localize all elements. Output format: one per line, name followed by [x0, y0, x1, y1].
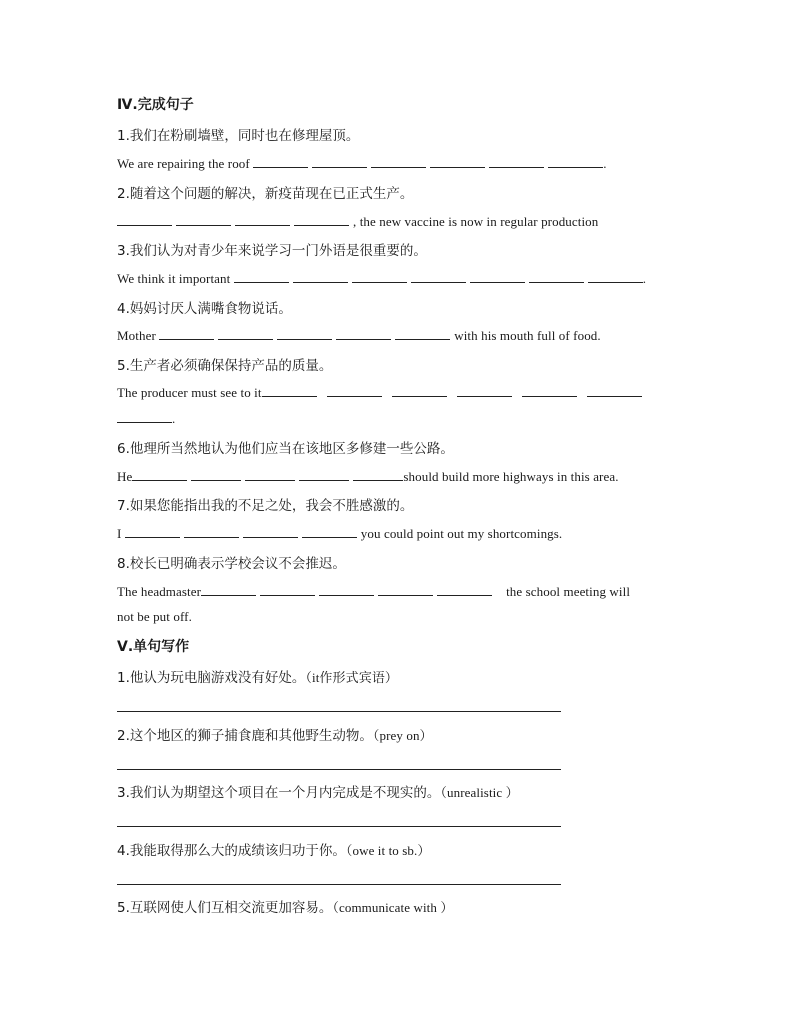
- answer-line[interactable]: [117, 884, 561, 885]
- s5-item-2: [117, 724, 433, 744]
- s4-item-3-suffix: .: [642, 271, 647, 286]
- s4-item-7-chinese: 7.如果您能指出我的不足之处，我会不胜感激的。: [117, 498, 414, 514]
- s4-item-1-prefix: We are repairing the roof: [117, 156, 250, 171]
- answer-blank[interactable]: [312, 155, 367, 168]
- answer-blank[interactable]: [437, 583, 492, 596]
- section-5-heading: Ⅴ.单句写作: [117, 639, 190, 655]
- answer-blank[interactable]: [176, 213, 231, 226]
- answer-blank[interactable]: [218, 327, 273, 340]
- answer-blank[interactable]: [411, 270, 466, 283]
- answer-blank[interactable]: [125, 525, 180, 538]
- s4-item-1-chinese: 1.我们在粉刷墙壁，同时也在修理屋顶。: [117, 128, 360, 144]
- answer-blank[interactable]: [201, 583, 256, 596]
- s4-item-6-english: [117, 468, 619, 485]
- s5-item-3-chinese: 3.我们认为期望这个项目在一个月内完成是不现实的。: [117, 785, 441, 801]
- s5-item-3: [117, 781, 519, 801]
- answer-blank[interactable]: [299, 468, 349, 481]
- s4-item-5-suffix: .: [172, 411, 176, 426]
- answer-blank[interactable]: [235, 213, 290, 226]
- s4-item-6-chinese: 6.他理所当然地认为他们应当在该地区多修建一些公路。: [117, 441, 454, 457]
- answer-blank[interactable]: [159, 327, 214, 340]
- s4-item-8-english-cont: not be put off.: [117, 609, 192, 624]
- answer-blank[interactable]: [191, 468, 241, 481]
- answer-blank[interactable]: [294, 213, 349, 226]
- answer-blank[interactable]: [253, 155, 308, 168]
- answer-blank[interactable]: [489, 155, 544, 168]
- s5-item-4-chinese: 4.我能取得那么大的成绩该归功于你。: [117, 843, 346, 859]
- answer-blank[interactable]: [336, 327, 391, 340]
- s4-item-6-prefix: He: [117, 469, 133, 484]
- answer-blank[interactable]: [457, 384, 512, 397]
- answer-blank[interactable]: [117, 213, 172, 226]
- s5-item-5: [117, 896, 453, 916]
- s4-item-7-suffix: you could point out my shortcomings.: [360, 526, 563, 541]
- s4-item-4-suffix: with his mouth full of food.: [454, 328, 601, 343]
- answer-blank[interactable]: [371, 155, 426, 168]
- answer-blank[interactable]: [378, 583, 433, 596]
- s5-item-5-chinese: 5.互联网使人们互相交流更加容易。: [117, 900, 333, 916]
- s4-item-7-english: [117, 525, 562, 542]
- answer-blank[interactable]: [548, 155, 603, 168]
- answer-blank[interactable]: [588, 270, 643, 283]
- s4-item-5-english: [117, 384, 642, 401]
- s5-item-5-hint: （communicate with ）: [332, 900, 454, 915]
- section-4-heading: Ⅳ.完成句子: [117, 97, 194, 113]
- answer-blank[interactable]: [132, 468, 187, 481]
- answer-line[interactable]: [117, 826, 561, 827]
- s4-item-2-suffix: , the new vaccine is now in regular production: [353, 214, 599, 229]
- s4-item-8-prefix: The headmaster: [117, 584, 202, 599]
- s4-item-4-prefix: Mother: [117, 328, 156, 343]
- answer-line[interactable]: [117, 769, 561, 770]
- s4-item-8-suffix: the school meeting will: [506, 584, 631, 599]
- s4-item-3-prefix: We think it important: [117, 271, 231, 286]
- answer-blank[interactable]: [353, 468, 403, 481]
- answer-blank[interactable]: [470, 270, 525, 283]
- answer-blank[interactable]: [245, 468, 295, 481]
- answer-blank[interactable]: [260, 583, 315, 596]
- answer-blank[interactable]: [529, 270, 584, 283]
- s4-item-1-english: [117, 155, 607, 172]
- s5-item-4-hint: （owe it to sb.）: [345, 843, 431, 858]
- answer-blank[interactable]: [277, 327, 332, 340]
- answer-blank[interactable]: [243, 525, 298, 538]
- s4-item-5-chinese: 5.生产者必须确保保持产品的质量。: [117, 358, 333, 374]
- answer-blank[interactable]: [234, 270, 289, 283]
- s4-item-3-english: [117, 270, 646, 287]
- s4-item-5-prefix: The producer must see to it: [117, 385, 262, 400]
- s4-item-3-chinese: 3.我们认为对青少年来说学习一门外语是很重要的。: [117, 243, 427, 259]
- answer-blank[interactable]: [319, 583, 374, 596]
- answer-blank[interactable]: [395, 327, 450, 340]
- answer-blank[interactable]: [352, 270, 407, 283]
- answer-blank[interactable]: [522, 384, 577, 397]
- s4-item-8-english: [117, 583, 630, 600]
- s5-item-3-hint: （unrealistic ）: [440, 785, 519, 800]
- answer-blank[interactable]: [302, 525, 357, 538]
- answer-blank[interactable]: [587, 384, 642, 397]
- s4-item-4-english: [117, 327, 601, 344]
- s4-item-4-chinese: 4.妈妈讨厌人满嘴食物说话。: [117, 301, 292, 317]
- s5-item-2-chinese: 2.这个地区的狮子捕食鹿和其他野生动物。: [117, 728, 373, 744]
- answer-line[interactable]: [117, 711, 561, 712]
- s4-item-8-chinese: 8.校长已明确表示学校会议不会推迟。: [117, 556, 346, 572]
- s4-item-2-chinese: 2.随着这个问题的解决，新疫苗现在已正式生产。: [117, 186, 414, 202]
- s5-item-1-chinese: 1.他认为玩电脑游戏没有好处。: [117, 670, 306, 686]
- s5-item-4: [117, 839, 430, 859]
- s4-item-7-prefix: I: [117, 526, 122, 541]
- answer-blank[interactable]: [293, 270, 348, 283]
- answer-blank[interactable]: [327, 384, 382, 397]
- s4-item-5-english-cont: [117, 410, 175, 427]
- s5-item-2-hint: （prey on）: [372, 728, 433, 743]
- s4-item-2-english: [117, 213, 598, 230]
- s5-item-1: [117, 666, 398, 686]
- s5-item-1-hint: （it作形式宾语）: [305, 670, 399, 685]
- answer-blank[interactable]: [430, 155, 485, 168]
- answer-blank[interactable]: [117, 410, 172, 423]
- s4-item-1-suffix: .: [603, 156, 607, 171]
- s4-item-6-suffix: should build more highways in this area.: [403, 469, 619, 484]
- answer-blank[interactable]: [262, 384, 317, 397]
- answer-blank[interactable]: [392, 384, 447, 397]
- answer-blank[interactable]: [184, 525, 239, 538]
